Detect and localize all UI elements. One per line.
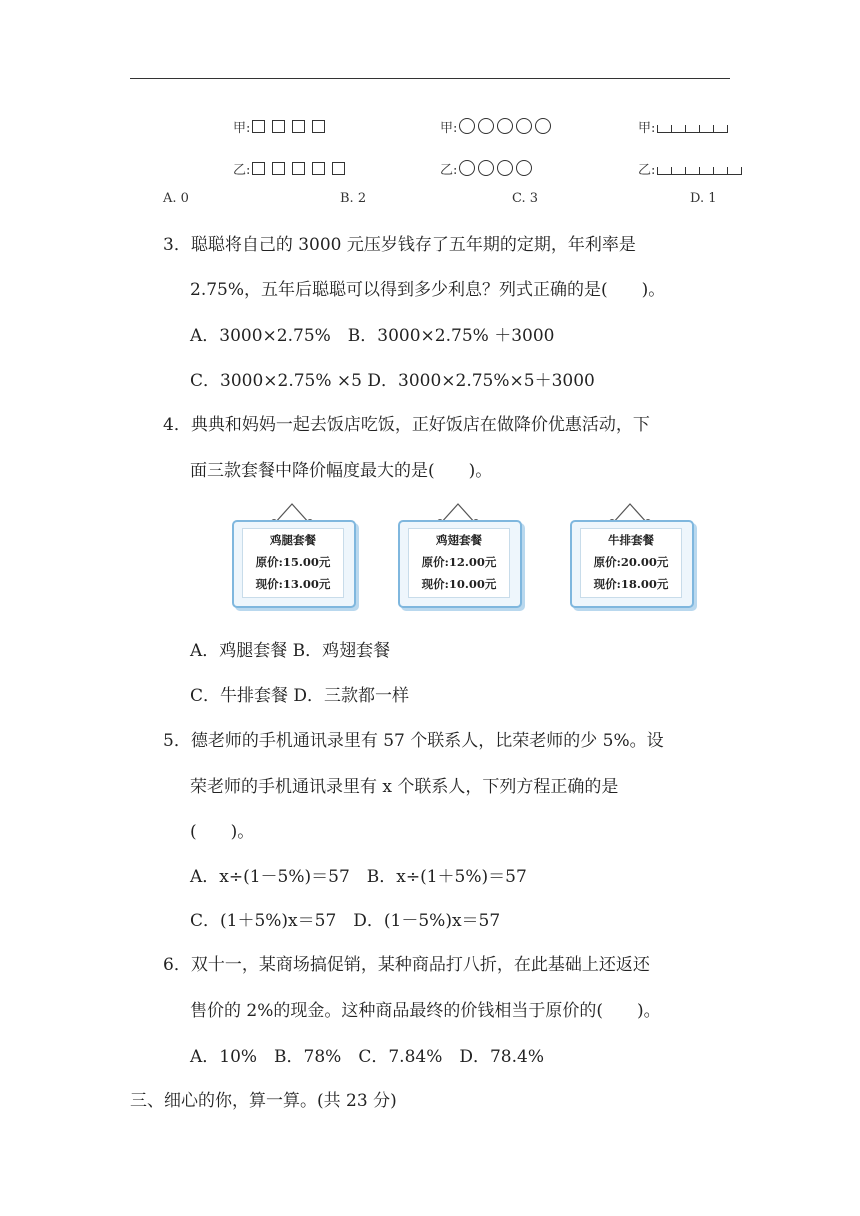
q4-line2: 面三款套餐中降价幅度最大的是( )。: [190, 461, 493, 481]
sign-text: [408, 528, 510, 598]
square-shape: [252, 162, 265, 175]
circle-shape: [516, 160, 532, 176]
segment-shape: [671, 167, 685, 175]
circle-shape: [497, 160, 513, 176]
sign-original-price: 原价:20.00元: [593, 555, 669, 569]
sign-chicken-leg: [232, 520, 357, 608]
circle-shape: [497, 118, 513, 134]
q4-line1: 4．典典和妈妈一起去饭店吃饭，正好饭店在做降价优惠活动，下: [163, 415, 650, 435]
q3-line1: 3．聪聪将自己的 3000 元压岁钱存了五年期的定期，年利率是: [163, 235, 636, 255]
segment-shape: [713, 167, 727, 175]
segment-shape: [685, 167, 699, 175]
figure-segments-jia: 甲:: [638, 117, 728, 136]
circle-shape: [459, 160, 475, 176]
q5-line3: ( )。: [190, 822, 255, 842]
header-rule: [130, 78, 730, 79]
segment-shape: [671, 125, 685, 133]
sign-chicken-wing: [398, 520, 523, 608]
section-heading: 三、细心的你，算一算。(共 23 分): [130, 1091, 397, 1111]
square-shape: [272, 162, 285, 175]
figure-circles-jia: 甲:: [440, 117, 554, 136]
option-b: B. 2: [340, 191, 367, 206]
circle-shape: [516, 118, 532, 134]
circle-shape: [459, 118, 475, 134]
figure-segments-yi: 乙:: [638, 159, 742, 178]
segment-shape: [699, 125, 713, 133]
q4-options-row1: A．鸡腿套餐 B．鸡翅套餐: [190, 641, 391, 661]
q3-line2: 2.75%，五年后聪聪可以得到多少利息？列式正确的是( )。: [190, 280, 666, 300]
square-shape: [292, 120, 305, 133]
circle-shape: [535, 118, 551, 134]
sign-title: 鸡腿套餐: [270, 533, 316, 547]
q6-line1: 6．双十一，某商场搞促销，某种商品打八折，在此基础上还返还: [163, 955, 650, 975]
square-shape: [312, 162, 325, 175]
square-shape: [272, 120, 285, 133]
segment-shape: [727, 167, 742, 175]
q6-options-row1: A．10% B．78% C．7.84% D．78.4%: [190, 1047, 544, 1067]
figure-squares-jia: 甲:: [233, 117, 332, 136]
q5-line1: 5．德老师的手机通讯录里有 57 个联系人，比荣老师的少 5%。设: [163, 731, 664, 751]
q3-options-row1: A．3000×2.75% B．3000×2.75% ＋3000: [190, 326, 555, 346]
option-a: A. 0: [163, 191, 189, 206]
square-shape: [332, 162, 345, 175]
square-shape: [312, 120, 325, 133]
sign-original-price: 原价:12.00元: [421, 555, 497, 569]
figure-circles-yi: 乙:: [440, 159, 535, 178]
segment-shape: [657, 125, 671, 133]
sign-text: [242, 528, 344, 598]
circle-shape: [478, 160, 494, 176]
sign-current-price: 现价:10.00元: [421, 577, 497, 591]
q4-options-row2: C．牛排套餐 D．三款都一样: [190, 686, 410, 706]
sign-title: 鸡翅套餐: [436, 533, 482, 547]
q6-line2: 售价的 2%的现金。这种商品最终的价钱相当于原价的( )。: [190, 1001, 661, 1021]
sign-current-price: 现价:18.00元: [593, 577, 669, 591]
option-d: D. 1: [690, 191, 717, 206]
q5-options-row2: C．(1＋5%)x＝57 D．(1－5%)x＝57: [190, 911, 501, 931]
q5-line2: 荣老师的手机通讯录里有 x 个联系人，下列方程正确的是: [190, 777, 619, 797]
sign-current-price: 现价:13.00元: [255, 577, 331, 591]
sign-text: [580, 528, 682, 598]
segment-shape: [699, 167, 713, 175]
option-c: C. 3: [512, 191, 539, 206]
sign-steak: [570, 520, 695, 608]
q3-options-row2: C．3000×2.75% ×5 D．3000×2.75%×5＋3000: [190, 371, 595, 391]
sign-original-price: 原价:15.00元: [255, 555, 331, 569]
square-shape: [252, 120, 265, 133]
sign-title: 牛排套餐: [608, 533, 654, 547]
circle-shape: [478, 118, 494, 134]
segment-shape: [713, 125, 728, 133]
square-shape: [292, 162, 305, 175]
segment-shape: [657, 167, 671, 175]
q5-options-row1: A．x÷(1－5%)＝57 B．x÷(1＋5%)＝57: [190, 867, 527, 887]
figure-squares-yi: 乙:: [233, 159, 352, 178]
segment-shape: [685, 125, 699, 133]
